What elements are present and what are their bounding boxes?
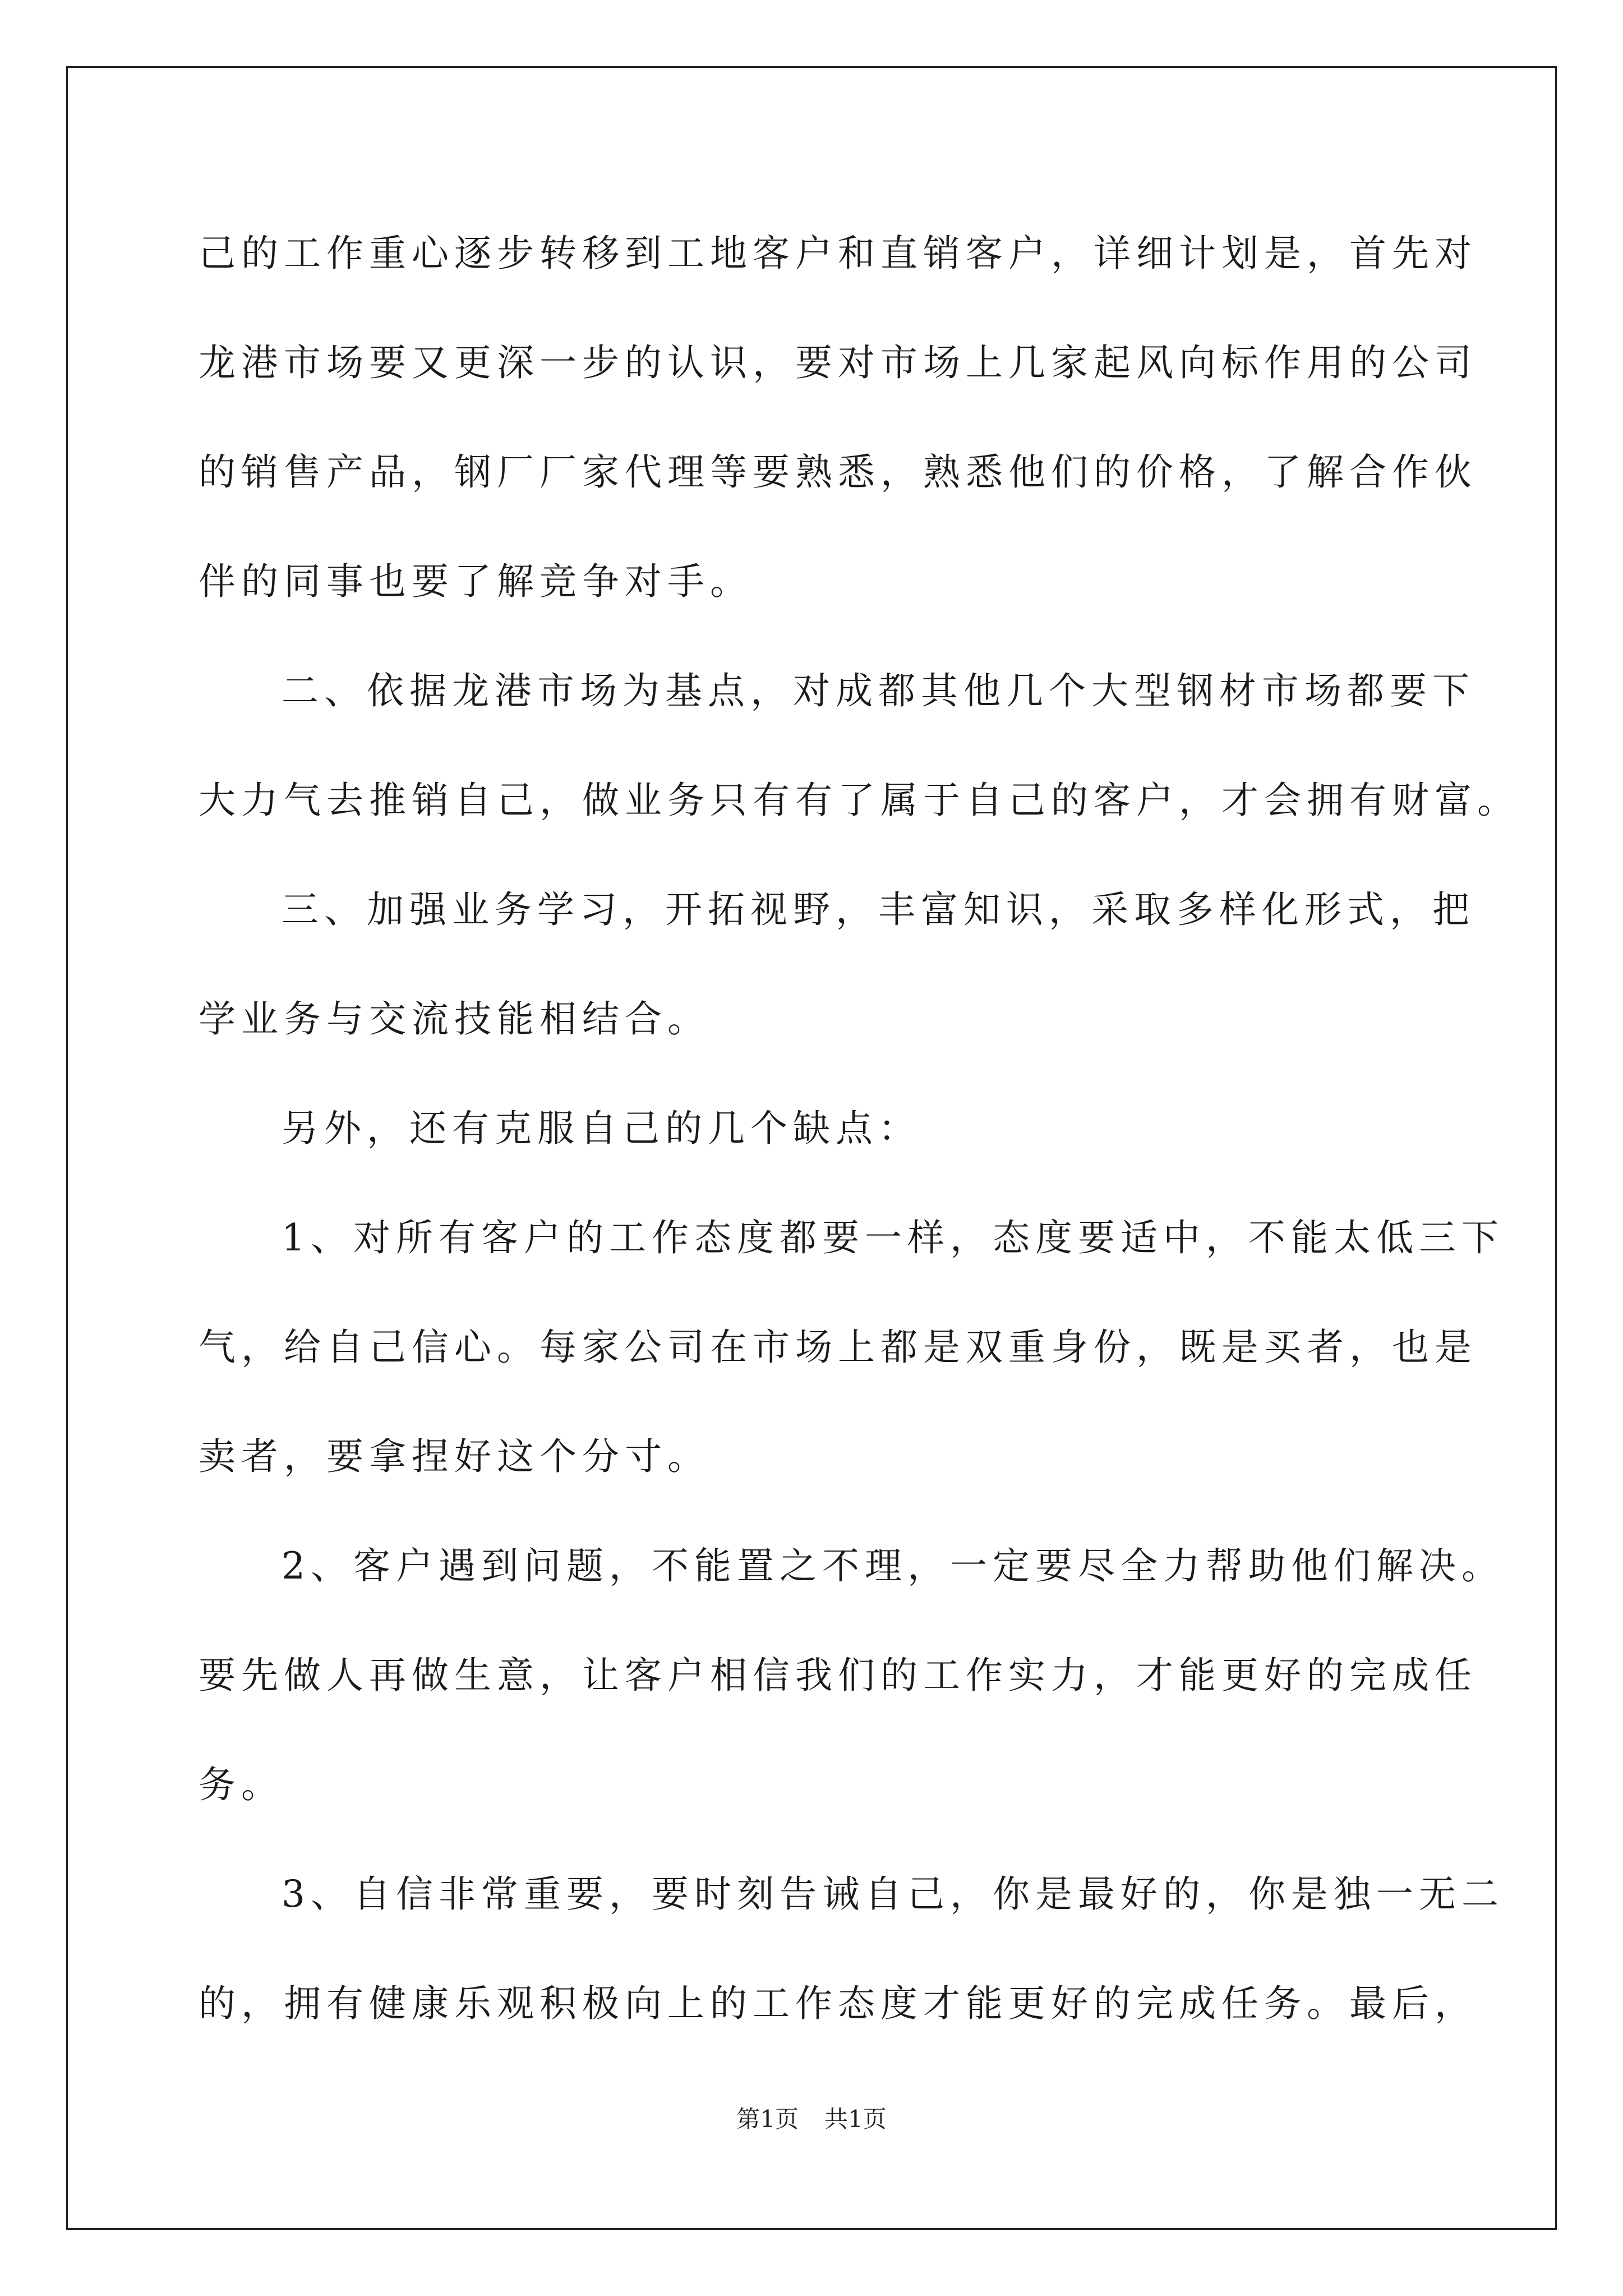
- text-line: 大力气去推销自己，做业务只有有了属于自己的客户，才会拥有财富。: [199, 779, 1520, 822]
- text-line: 的销售产品，钢厂厂家代理等要熟悉，熟悉他们的价格，了解合作伙: [199, 450, 1477, 494]
- page-number: 第1页: [736, 2105, 799, 2133]
- text-line: 三、加强业务学习，开拓视野，丰富知识，采取多样化形式，把: [282, 888, 1475, 931]
- text-line: 务。: [199, 1763, 284, 1806]
- text-line: 1、对所有客户的工作态度都要一样，态度要适中，不能太低三下: [282, 1216, 1504, 1259]
- text-line: 3、自信非常重要，要时刻告诫自己，你是最好的，你是独一无二: [282, 1872, 1504, 1916]
- text-line: 的，拥有健康乐观积极向上的工作态度才能更好的完成任务。最后，: [199, 1982, 1477, 2025]
- text-line: 2、客户遇到问题，不能置之不理，一定要尽全力帮助他们解决。: [282, 1544, 1504, 1588]
- text-line: 另外，还有克服自己的几个缺点：: [282, 1107, 921, 1150]
- page-footer: [0, 2101, 1623, 2134]
- text-line: 学业务与交流技能相结合。: [199, 997, 710, 1041]
- page-total: 共1页: [824, 2105, 887, 2133]
- text-line: 伴的同事也要了解竞争对手。: [199, 560, 753, 603]
- text-line: 卖者，要拿捏好这个分寸。: [199, 1435, 710, 1478]
- text-line: 要先做人再做生意，让客户相信我们的工作实力，才能更好的完成任: [199, 1654, 1477, 1697]
- text-line: 气，给自己信心。每家公司在市场上都是双重身份，既是买者，也是: [199, 1326, 1477, 1369]
- text-line: 己的工作重心逐步转移到工地客户和直销客户，详细计划是，首先对: [199, 232, 1477, 275]
- text-line: 龙港市场要又更深一步的认识，要对市场上几家起风向标作用的公司: [199, 341, 1477, 384]
- text-line: 二、依据龙港市场为基点，对成都其他几个大型钢材市场都要下: [282, 669, 1475, 712]
